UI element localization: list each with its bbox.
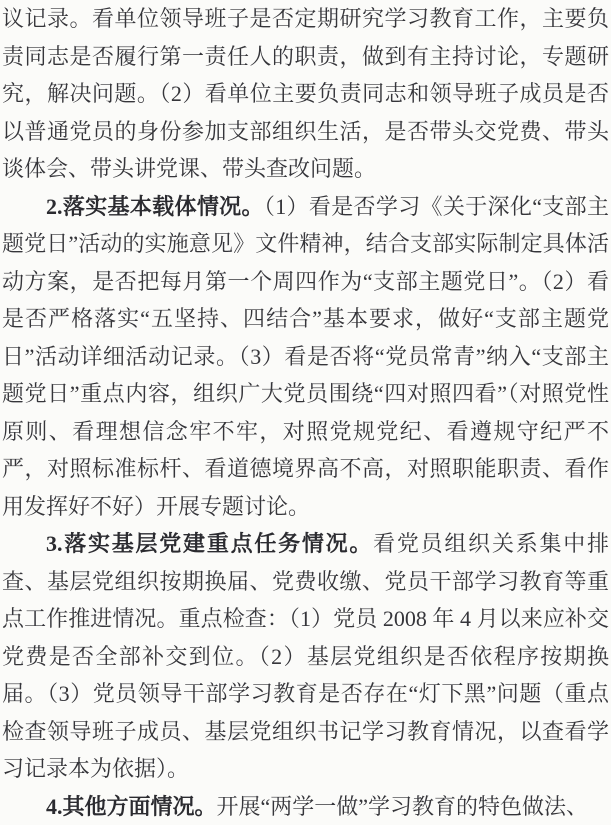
paragraph: [2, 0, 609, 188]
paragraph: [2, 188, 609, 526]
paragraph-heading: 2.落实基本载体情况。: [46, 193, 264, 219]
paragraph-heading: 3.落实基层党建重点任务情况。: [46, 531, 374, 556]
paragraph-heading: 4.其他方面情况。: [46, 793, 217, 819]
paragraph-body: 议记录。看单位领导班子是否定期研究学习教育工作，主要负责同志是否履行第一责任人的职责，做到有主持讨论，专题研究，解决问题。（2）看单位主要负责同志和领导班子成员是否以普通党员的身份参加支部组织生活，是否带头交党费、带头谈体会、带头讲党课、带头查改问题。: [2, 6, 609, 181]
paragraph-body: （1）看是否学习《关于深化“支部主题党日”活动的实施意见》文件精神，结合支部实际制定具体活动方案，是否把每月第一个周四作为“支部主题党日”。（2）看是否严格落实“五坚持、四结合”基本要求，做好“支部主题党日”活动详细活动记录。（3）看是否将“党员常青”纳入“支部主题党日”重点内容，组织广大党员围绕“四对照四看”（对照党性原则、看理想信念牢不牢，对照党规党纪、看遵规守纪严不严，对照标准标杆、看道德境界高不高，对照职能职责、看作用发挥好不好）开展专题讨论。: [2, 193, 609, 519]
paragraph: [2, 788, 609, 825]
document-text: [2, 0, 609, 825]
paragraph-body: 开展“两学一做”学习教育的特色做法、: [216, 793, 589, 819]
paragraph: [2, 525, 609, 788]
paragraph-body: 看党员组织关系集中排查、基层党组织按期换届、党费收缴、党员干部学习教育等重点工作推进情况。重点检查：（1）党员 2008 年 4 月以来应补交党费是否全部补交到位。（2）基层党组织是否依程序按期换届。（3）党员领导干部学习教育是否存在“灯下黑”问题（重点检查领导班子成员、基层党组织书记学习教育情况，以查看学习记录本为依据）。: [2, 531, 609, 781]
